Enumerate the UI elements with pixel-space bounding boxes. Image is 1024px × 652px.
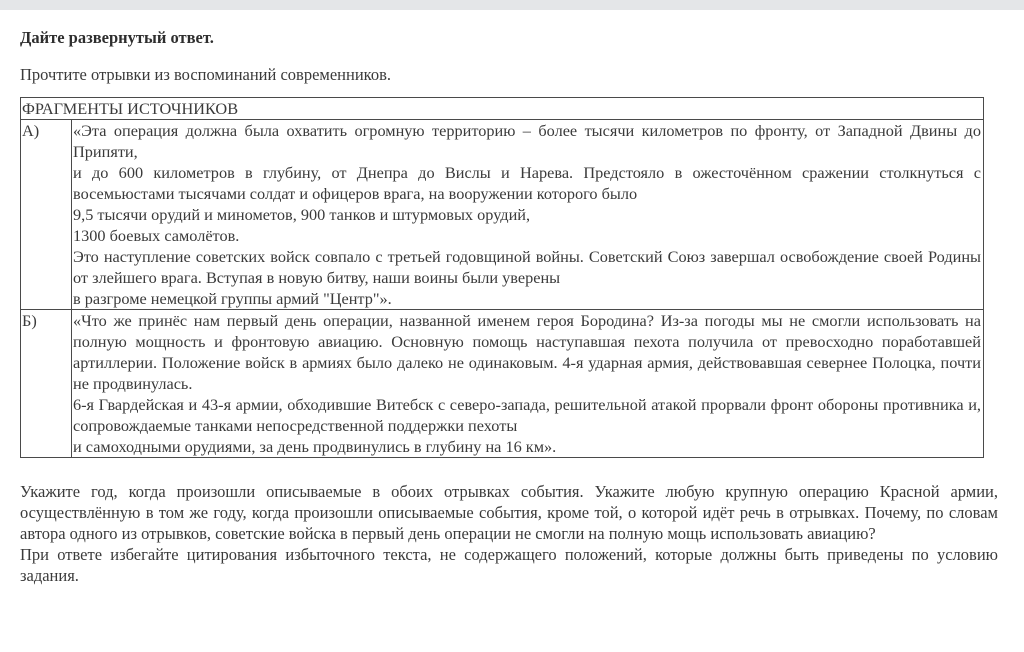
question-block [20,481,998,586]
source-row-b [21,310,984,458]
source-label-a: А) [21,120,72,310]
source-text-b [72,310,984,458]
question-note: При ответе избегайте цитирования избыточного текста, не содержащего положений, которые должны быть приведены по условию задания. [20,545,998,585]
source-text-a [72,120,984,310]
source-a-paragraph: 1300 боевых самолётов. [73,226,240,245]
question-main: Укажите год, когда произошли описываемые в обоих отрывках события. Укажите любую крупную операцию Красной армии, осуществлённую в том же году, когда произошли описываемые события, кроме той, о которой идёт речь в отрывках. Почему, по словам автора одного из отрывков, советские войска в первый день операции не смогли на полную мощь использовать авиацию? [20,482,998,543]
source-a-paragraph: и до 600 километров в глубину, от Днепра до Вислы и Нарева. Предстояло в ожесточённом сражении столкнуться с восемьюстами тысячами солдат и офицеров врага, на вооружении которого было [73,163,981,203]
source-b-paragraph: «Что же принёс нам первый день операции, названной именем героя Бородина? Из-за погоды мы не смогли использовать на полную мощность и фронтовую авиацию. Основную помощь наступавшая пехота получила от превосходно поработавшей артиллерии. Положение войск в армиях было далеко не одинаковым. 4-я ударная армия, действовавшая севернее Полоцка, почти не продвинулась. [73,311,981,393]
task-intro: Прочтите отрывки из воспоминаний современников. [20,65,392,84]
sources-table [20,97,984,458]
top-border-strip [0,0,1024,10]
source-a-paragraph: «Эта операция должна была охватить огромную территорию – более тысячи километров по фронту, от Западной Двины до Припяти, [73,121,981,161]
source-row-a [21,120,984,310]
sources-table-header-row [21,98,984,120]
source-b-paragraph: 6-я Гвардейская и 43-я армии, обходившие Витебск с северо-запада, решительной атакой прорвали фронт обороны противника и, сопровождаемые танками непосредственной поддержки пехоты [73,395,981,435]
sources-table-header: ФРАГМЕНТЫ ИСТОЧНИКОВ [21,98,984,120]
source-label-b: Б) [21,310,72,458]
task-heading: Дайте развернутый ответ. [20,28,214,47]
source-a-paragraph: Это наступление советских войск совпало с третьей годовщиной войны. Советский Союз завершал освобождение своей Родины от злейшего врага. Вступая в новую битву, наши воины были уверены [73,247,981,287]
source-a-paragraph: в разгроме немецкой группы армий "Центр"». [73,289,392,308]
task-content [20,10,1000,586]
source-a-paragraph: 9,5 тысячи орудий и минометов, 900 танков и штурмовых орудий, [73,205,531,224]
source-b-paragraph: и самоходными орудиями, за день продвинулись в глубину на 16 км». [73,437,557,456]
